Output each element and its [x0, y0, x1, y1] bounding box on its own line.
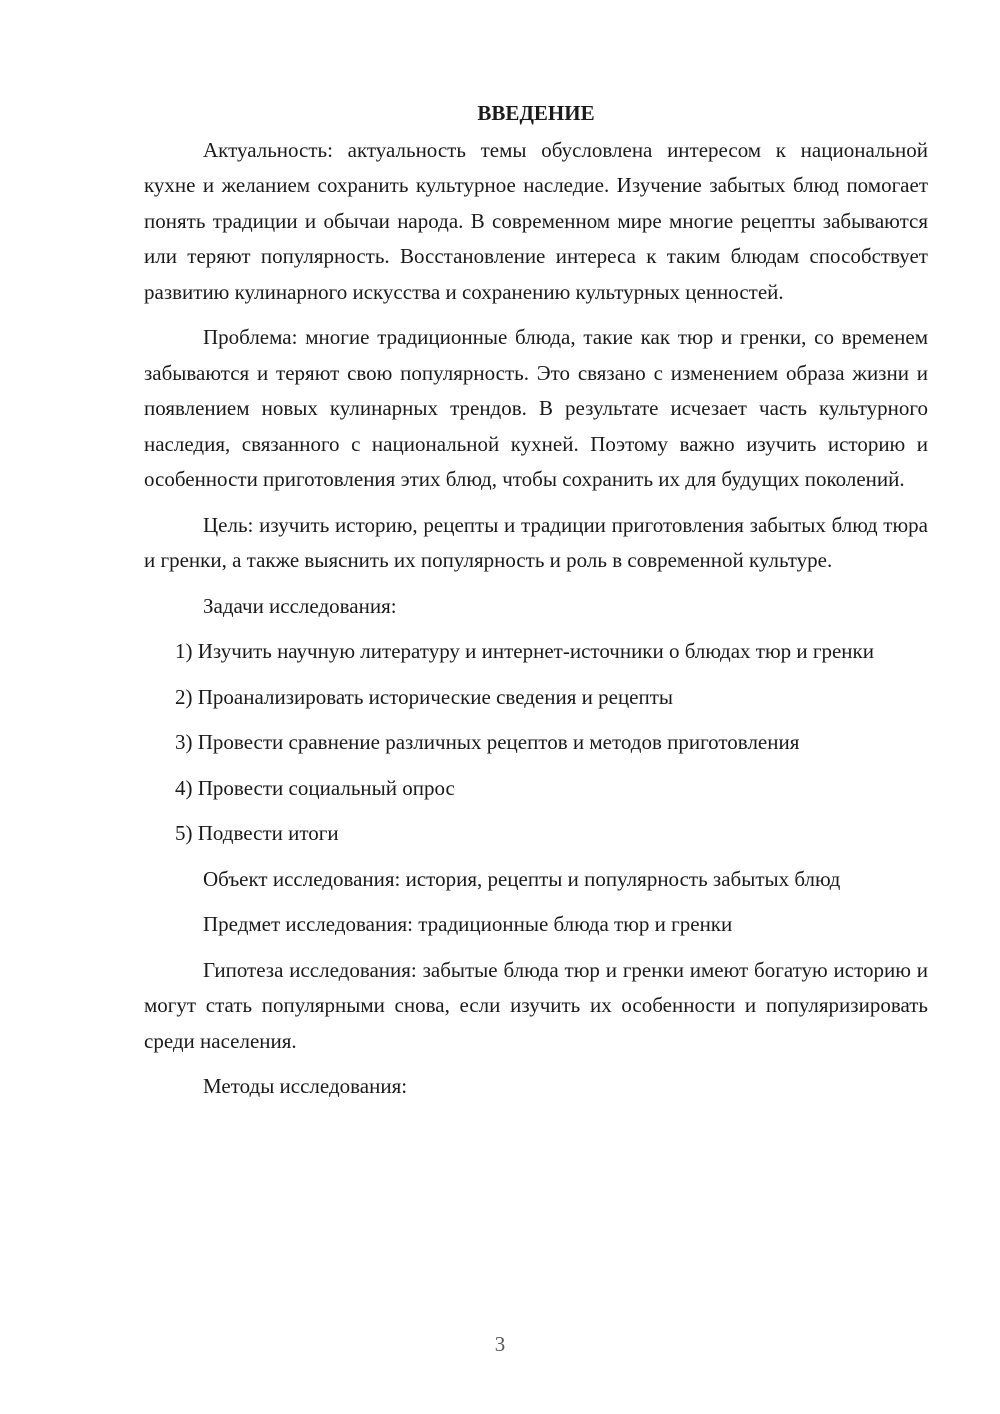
section-title: ВВЕДЕНИЕ [477, 101, 595, 125]
task-item: 5) Подвести итоги [175, 821, 339, 845]
subject-paragraph: Предмет исследования: традиционные блюда тюр и гренки [203, 912, 733, 936]
goal-paragraph: Цель: изучить историю, рецепты и традиции приготовления забытых блюд тюра и гренки, а также выяснить их популярность и роль в современной культуре. [144, 512, 928, 572]
page-number: 3 [494, 1332, 506, 1356]
task-item: 4) Провести социальный опрос [175, 775, 455, 800]
hypothesis-paragraph: Гипотеза исследования: забытые блюда тюр и гренки имеют богатую историю и могут стать популярными снова, если изучить их особенности и популяризировать среди населения. [144, 957, 928, 1053]
task-item: 2) Проанализировать исторические сведения и рецепты [175, 684, 674, 709]
problem-paragraph: Проблема: многие традиционные блюда, такие как тюр и гренки, со временем забываются и теряют свою популярность. Это связано с изменением образа жизни и появлением новых кулинарных трендов. В результате исчезает часть культурного наследия, связанного с национальной кухней. Поэтому важно изучить историю и особенности приготовления этих блюд, чтобы сохранить их для будущих поколений. [144, 325, 928, 491]
document-page [144, 96, 928, 1115]
task-item: 1) Изучить научную литературу и интернет-источники о блюдах тюр и гренки [175, 639, 874, 663]
relevance-paragraph: Актуальность: актуальность темы обусловлена интересом к национальной кухне и желанием сохранить культурное наследие. Изучение забытых блюд помогает понять традиции и обычаи народа. В современном мире многие рецепты забываются или теряют популярность. Восстановление интереса к таким блюдам способствует развитию кулинарного искусства и сохранению культурных ценностей. [144, 137, 928, 304]
object-paragraph: Объект исследования: история, рецепты и популярность забытых блюд [203, 866, 841, 891]
methods-heading: Методы исследования: [203, 1074, 408, 1098]
task-item: 3) Провести сравнение различных рецептов и методов приготовления [175, 730, 800, 754]
tasks-heading: Задачи исследования: [203, 593, 397, 618]
